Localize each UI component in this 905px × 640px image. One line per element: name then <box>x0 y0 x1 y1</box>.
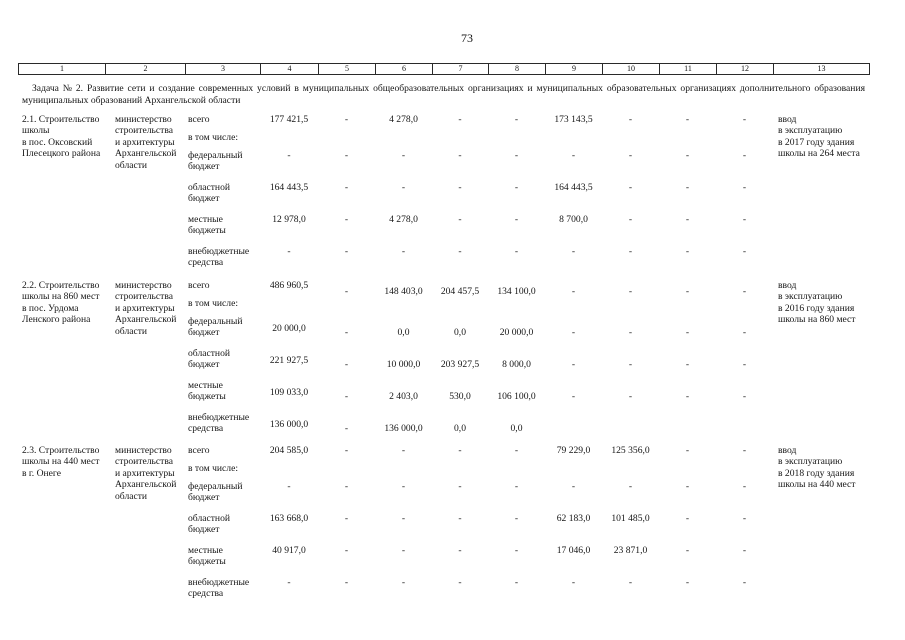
column-number-cell: 2 <box>105 63 185 75</box>
amount-cell: 2 403,0 <box>389 391 418 402</box>
expected-result-line: в 2016 году здания <box>778 302 855 314</box>
amount-cell: - <box>571 481 576 492</box>
funding-source-label <box>188 380 226 403</box>
amount-cell: - <box>514 182 519 193</box>
amount-cell: 0,0 <box>454 423 466 434</box>
funding-source-label-line: федеральный <box>188 481 243 492</box>
expected-result-line: школы на 860 мест <box>778 314 856 326</box>
amount-cell: - <box>742 445 747 456</box>
column-number-cell: 11 <box>659 63 716 75</box>
funding-row <box>0 246 905 276</box>
measure-name-line: в г. Онеге <box>22 467 61 479</box>
amount-cell: 486 960,5 <box>269 280 309 291</box>
amount-cell: 204 585,0 <box>269 445 309 456</box>
funding-source-label-line: всего <box>188 280 210 291</box>
amount-cell: - <box>685 182 690 193</box>
expected-result-line: ввод <box>778 280 797 291</box>
amount-cell: - <box>685 246 690 257</box>
funding-row <box>0 412 905 442</box>
amount-cell: - <box>514 114 519 125</box>
amount-cell: - <box>401 513 406 524</box>
column-number-cell: 5 <box>318 63 375 75</box>
responsible-executor-line: министерство <box>115 280 172 291</box>
funding-source-label-line: бюджет <box>188 492 220 504</box>
task-title-line: муниципальных образований Архангельской области <box>22 94 241 106</box>
amount-cell: - <box>401 246 406 257</box>
funding-source-label <box>188 513 230 536</box>
amount-cell: - <box>514 481 519 492</box>
column-number-cell: 9 <box>545 63 602 75</box>
funding-source-label-line: бюджет <box>188 193 220 205</box>
amount-cell: - <box>571 150 576 161</box>
amount-cell: 12 978,0 <box>272 214 306 225</box>
funding-source-label-line: всего <box>188 114 210 125</box>
measure-block <box>0 280 905 440</box>
amount-cell: - <box>685 114 690 125</box>
funding-row <box>0 577 905 607</box>
funding-source-label-line: внебюджетные <box>188 412 250 423</box>
amount-cell: - <box>742 513 747 524</box>
responsible-executor-line: и архитектуры <box>115 302 175 314</box>
amount-cell: 221 927,5 <box>269 355 309 366</box>
expected-result-line: ввод <box>778 445 797 456</box>
funding-source-label <box>188 132 238 143</box>
amount-cell: - <box>628 114 633 125</box>
funding-row <box>0 150 905 180</box>
amount-cell: 204 457,5 <box>440 286 480 297</box>
amount-cell: - <box>628 577 633 588</box>
amount-cell: - <box>685 445 690 456</box>
funding-source-label-line: местные <box>188 380 223 391</box>
amount-cell: 10 000,0 <box>386 359 421 370</box>
amount-cell: - <box>685 481 690 492</box>
amount-cell: - <box>401 545 406 556</box>
amount-cell: - <box>685 359 690 370</box>
funding-source-label-line: средства <box>188 588 224 600</box>
amount-cell: - <box>685 513 690 524</box>
amount-cell: 164 443,5 <box>554 182 593 193</box>
amount-cell: - <box>742 391 747 402</box>
column-number-cell: 7 <box>432 63 488 75</box>
amount-cell: 0,0 <box>397 327 410 338</box>
amount-cell: 4 278,0 <box>389 114 418 125</box>
responsible-executor-line: строительства <box>115 291 174 303</box>
amount-cell: - <box>458 246 462 257</box>
amount-cell: - <box>742 214 747 225</box>
amount-cell: - <box>344 286 349 297</box>
responsible-executor-line: области <box>115 490 148 502</box>
measure-block <box>0 445 905 605</box>
funding-source-label-line: в том числе: <box>188 298 239 309</box>
funding-source-label-line: бюджет <box>188 327 220 339</box>
task-title-line: Задача № 2. Развитие сети и создание современных условий в муниципальных общеобразовательных организациях и муниципальных образовательных организациях дополнительного образования <box>32 83 865 94</box>
funding-source-label-line: областной <box>188 348 231 359</box>
funding-source-label-line: бюджеты <box>188 556 226 568</box>
measure-block <box>0 114 905 274</box>
amount-cell: - <box>458 481 462 492</box>
amount-cell: 136 000,0 <box>384 423 423 434</box>
amount-cell: - <box>514 214 519 225</box>
funding-row <box>0 481 905 511</box>
amount-cell: - <box>401 182 406 193</box>
amount-cell: - <box>344 327 349 338</box>
measure-name-line: в пос. Оксовский <box>22 136 93 148</box>
funding-source-label <box>188 316 243 339</box>
column-number-cell: 13 <box>773 63 870 75</box>
column-number-cell: 12 <box>716 63 773 75</box>
amount-cell: 0,0 <box>454 327 466 338</box>
column-number-cell: 1 <box>18 63 105 75</box>
amount-cell: - <box>685 214 690 225</box>
funding-source-label <box>188 150 243 173</box>
amount-cell: - <box>344 445 349 456</box>
funding-source-label-line: внебюджетные <box>188 246 250 257</box>
amount-cell: - <box>401 481 406 492</box>
amount-cell: - <box>344 545 349 556</box>
amount-cell: - <box>571 359 576 370</box>
measure-name-line: 2.2. Строительство <box>22 280 100 291</box>
amount-cell: - <box>401 445 406 456</box>
amount-cell: 8 700,0 <box>559 214 588 225</box>
expected-result-line: в 2018 году здания <box>778 467 855 479</box>
amount-cell: - <box>628 150 633 161</box>
funding-source-label-line: в том числе: <box>188 132 239 143</box>
amount-cell: - <box>514 513 519 524</box>
measure-name-line: Плесецкого района <box>22 148 101 160</box>
funding-source-label-line: бюджеты <box>188 391 226 403</box>
amount-cell: - <box>458 445 462 456</box>
amount-cell: 4 278,0 <box>389 214 418 225</box>
funding-source-label-line: федеральный <box>188 150 243 161</box>
funding-source-label-line: областной <box>188 182 231 193</box>
funding-source-label <box>188 298 238 309</box>
responsible-executor-line: и архитектуры <box>115 136 175 148</box>
responsible-executor-line: министерство <box>115 114 172 125</box>
amount-cell: - <box>571 577 576 588</box>
amount-cell: 23 871,0 <box>613 545 648 556</box>
amount-cell: 17 046,0 <box>556 545 591 556</box>
funding-row <box>0 316 905 346</box>
amount-cell: - <box>685 577 690 588</box>
funding-source-label <box>188 114 210 125</box>
amount-cell: - <box>458 214 462 225</box>
amount-cell: - <box>628 214 633 225</box>
funding-row <box>0 214 905 244</box>
amount-cell: - <box>344 481 349 492</box>
amount-cell: - <box>742 359 747 370</box>
amount-cell: - <box>458 513 462 524</box>
amount-cell: - <box>514 445 519 456</box>
amount-cell: - <box>344 359 349 370</box>
amount-cell: 163 668,0 <box>269 513 309 524</box>
expected-result-line: школы на 264 места <box>778 148 860 160</box>
column-number-cell: 8 <box>488 63 545 75</box>
funding-source-label <box>188 481 243 504</box>
amount-cell: 136 000,0 <box>269 419 309 430</box>
funding-source-label-line: местные <box>188 545 223 556</box>
amount-cell: - <box>628 327 633 338</box>
funding-source-label <box>188 280 210 291</box>
funding-source-label-line: бюджеты <box>188 225 226 237</box>
amount-cell: 79 229,0 <box>556 445 591 456</box>
amount-cell: - <box>685 150 690 161</box>
expected-result-line: в эксплуатацию <box>778 125 843 137</box>
amount-cell: - <box>287 481 291 492</box>
funding-row <box>0 348 905 378</box>
amount-cell: - <box>685 391 690 402</box>
expected-result-line: ввод <box>778 114 797 125</box>
responsible-executor-line: Архангельской <box>115 479 177 491</box>
funding-source-label <box>188 577 249 600</box>
amount-cell: - <box>287 150 291 161</box>
amount-cell: - <box>628 182 633 193</box>
amount-cell: - <box>287 577 291 588</box>
funding-source-label-line: внебюджетные <box>188 577 250 588</box>
amount-cell: - <box>742 150 747 161</box>
amount-cell: 20 000,0 <box>272 323 306 334</box>
amount-cell: - <box>628 286 633 297</box>
amount-cell: - <box>628 246 633 257</box>
amount-cell: - <box>344 391 349 402</box>
column-number-cell: 3 <box>185 63 260 75</box>
column-number-cell: 6 <box>375 63 432 75</box>
amount-cell: - <box>742 577 747 588</box>
amount-cell: - <box>628 391 633 402</box>
amount-cell: - <box>344 513 349 524</box>
funding-source-label-line: средства <box>188 423 224 435</box>
measure-name-line: в пос. Урдома <box>22 302 79 314</box>
expected-result-line: школы на 440 мест <box>778 479 856 491</box>
amount-cell: 203 927,5 <box>440 359 480 370</box>
responsible-executor-line: Архангельской <box>115 148 177 160</box>
measure-name-line: Ленского района <box>22 314 91 326</box>
measure-name-line: школы <box>22 125 50 137</box>
amount-cell: - <box>742 286 747 297</box>
amount-cell: - <box>571 246 576 257</box>
amount-cell: - <box>514 246 519 257</box>
column-number-header-row <box>18 63 870 75</box>
measure-name-line: 2.1. Строительство <box>22 114 100 125</box>
funding-source-label-line: федеральный <box>188 316 243 327</box>
column-number-cell: 10 <box>602 63 659 75</box>
column-number-cell: 4 <box>260 63 318 75</box>
measure-name-line: 2.3. Строительство <box>22 445 100 456</box>
amount-cell: - <box>685 286 690 297</box>
amount-cell: - <box>344 150 349 161</box>
funding-source-label-line: бюджет <box>188 524 220 536</box>
amount-cell: - <box>514 577 519 588</box>
funding-source-label <box>188 214 226 237</box>
amount-cell: 173 143,5 <box>554 114 593 125</box>
amount-cell: - <box>458 545 462 556</box>
amount-cell: - <box>458 182 462 193</box>
funding-source-label-line: местные <box>188 214 223 225</box>
amount-cell: - <box>458 114 462 125</box>
amount-cell: - <box>344 577 349 588</box>
amount-cell: - <box>571 286 576 297</box>
amount-cell: - <box>742 114 747 125</box>
funding-source-label <box>188 412 249 435</box>
amount-cell: 164 443,5 <box>269 182 309 193</box>
responsible-executor-line: министерство <box>115 445 172 456</box>
amount-cell: - <box>628 359 633 370</box>
funding-source-label <box>188 182 230 205</box>
amount-cell: 101 485,0 <box>611 513 650 524</box>
amount-cell: 40 917,0 <box>272 545 306 556</box>
funding-source-label-line: бюджет <box>188 161 220 173</box>
amount-cell: - <box>685 327 690 338</box>
amount-cell: - <box>344 423 349 434</box>
responsible-executor-line: строительства <box>115 125 174 137</box>
amount-cell: 177 421,5 <box>269 114 309 125</box>
amount-cell: 530,0 <box>449 391 471 402</box>
amount-cell: - <box>344 246 349 257</box>
funding-row <box>0 545 905 575</box>
amount-cell: - <box>344 214 349 225</box>
funding-source-label-line: в том числе: <box>188 463 239 474</box>
amount-cell: - <box>571 391 576 402</box>
amount-cell: 106 100,0 <box>497 391 536 402</box>
page-number: 73 <box>461 31 473 45</box>
amount-cell: - <box>401 577 406 588</box>
funding-source-label <box>188 348 230 371</box>
funding-source-label <box>188 545 226 568</box>
amount-cell: 0,0 <box>510 423 523 434</box>
funding-row <box>0 380 905 410</box>
amount-cell: - <box>685 545 690 556</box>
amount-cell: - <box>742 545 747 556</box>
amount-cell: 62 183,0 <box>556 513 591 524</box>
amount-cell: - <box>742 246 747 257</box>
amount-cell: - <box>628 481 633 492</box>
funding-source-label-line: всего <box>188 445 210 456</box>
responsible-executor-line: и архитектуры <box>115 467 175 479</box>
funding-source-label <box>188 463 238 474</box>
measure-name-line: школы на 440 мест <box>22 456 100 468</box>
funding-source-label-line: бюджет <box>188 359 220 371</box>
responsible-executor-line: Архангельской <box>115 314 177 326</box>
amount-cell: - <box>514 545 519 556</box>
amount-cell: - <box>344 182 349 193</box>
expected-result-line: в эксплуатацию <box>778 291 843 303</box>
amount-cell: - <box>401 150 406 161</box>
amount-cell: - <box>344 114 349 125</box>
amount-cell: - <box>571 327 576 338</box>
amount-cell: 125 356,0 <box>611 445 650 456</box>
amount-cell: - <box>742 327 747 338</box>
amount-cell: - <box>742 182 747 193</box>
funding-source-label-line: областной <box>188 513 231 524</box>
responsible-executor-line: строительства <box>115 456 174 468</box>
funding-source-label <box>188 445 210 456</box>
amount-cell: 8 000,0 <box>502 359 531 370</box>
amount-cell: - <box>458 150 462 161</box>
amount-cell: 134 100,0 <box>497 286 536 297</box>
funding-source-label-line: средства <box>188 257 224 269</box>
measure-name-line: школы на 860 мест <box>22 291 100 303</box>
amount-cell: - <box>742 481 747 492</box>
funding-row <box>0 513 905 543</box>
expected-result-line: в 2017 году здания <box>778 136 855 148</box>
responsible-executor-line: области <box>115 325 148 337</box>
responsible-executor-line: области <box>115 159 148 171</box>
amount-cell: - <box>287 246 291 257</box>
funding-source-label <box>188 246 249 269</box>
amount-cell: 148 403,0 <box>384 286 423 297</box>
amount-cell: - <box>458 577 462 588</box>
funding-row <box>0 182 905 212</box>
amount-cell: - <box>514 150 519 161</box>
amount-cell: 109 033,0 <box>269 387 309 398</box>
amount-cell: 20 000,0 <box>499 327 534 338</box>
expected-result-line: в эксплуатацию <box>778 456 843 468</box>
